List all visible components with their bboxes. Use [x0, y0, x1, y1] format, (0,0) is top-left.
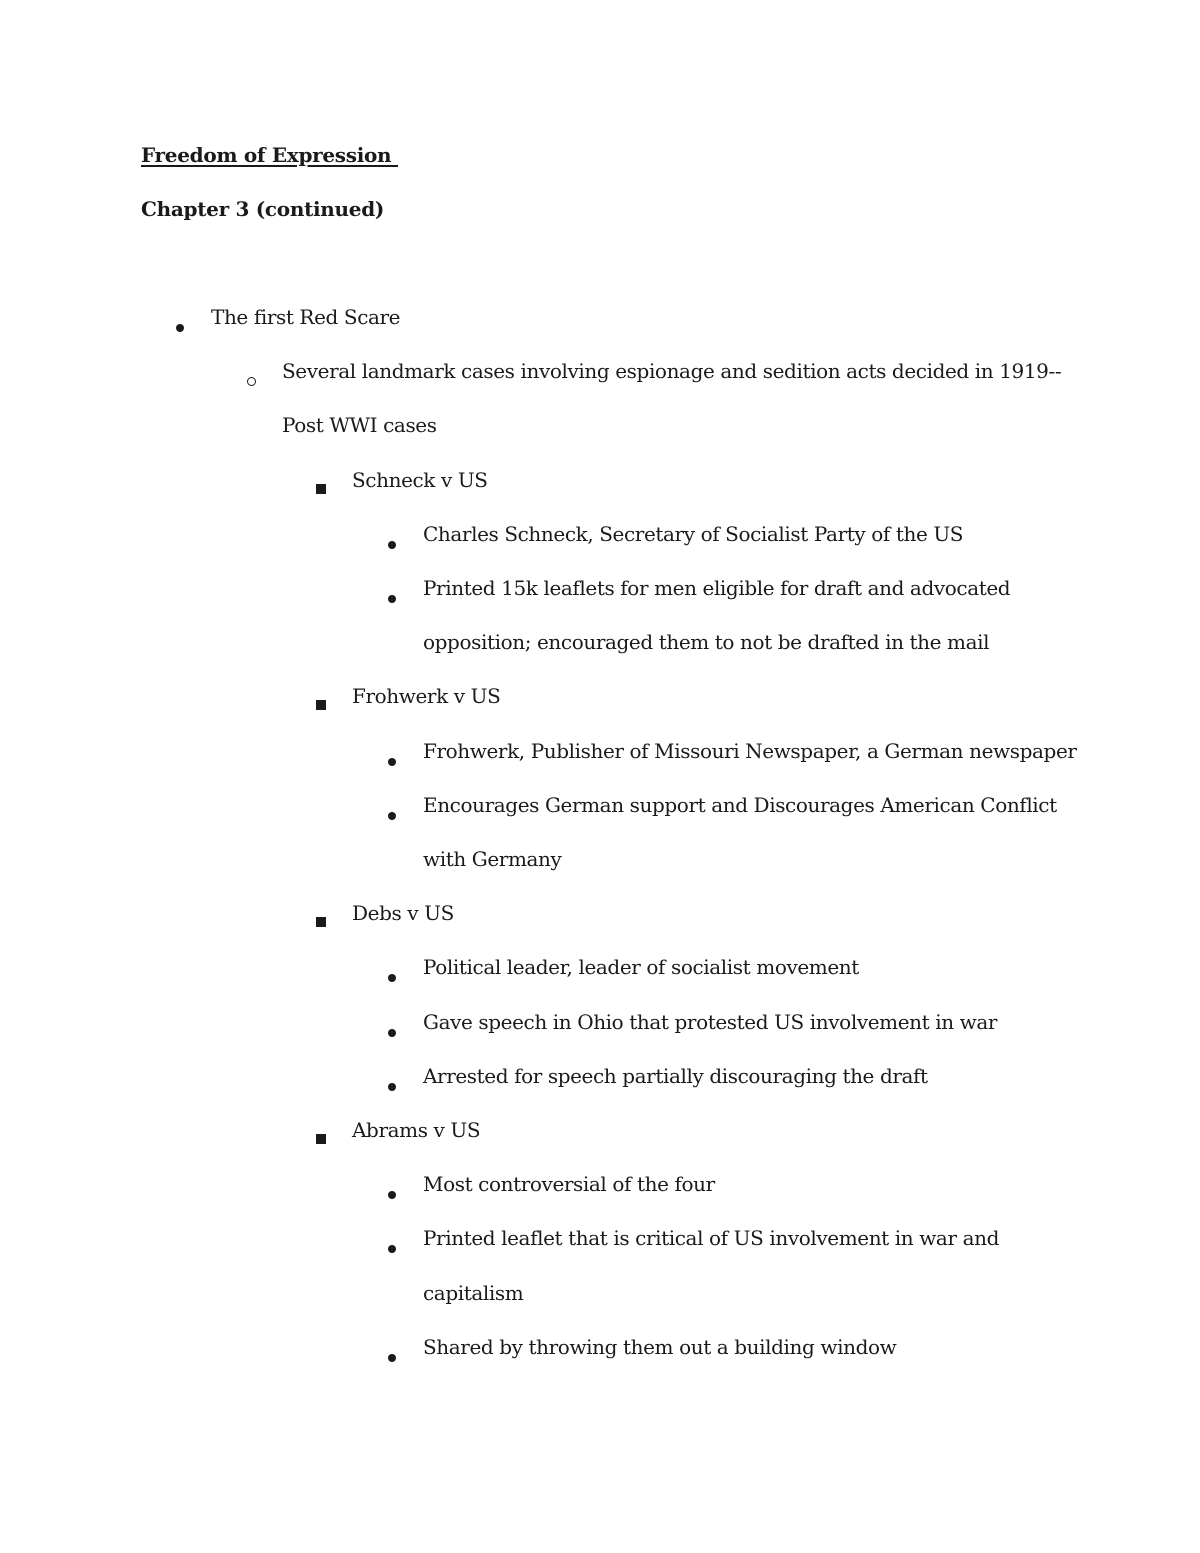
bullet-dot-icon: [384, 530, 400, 554]
bullet-dot-icon: [384, 1234, 400, 1258]
list-item-text: Frohwerk, Publisher of Missouri Newspaper, a German newspaper: [423, 738, 1077, 763]
list-item-text: The first Red Scare: [211, 305, 401, 329]
document-subtitle: Chapter 3 (continued): [141, 197, 385, 221]
bullet-square-icon: [313, 908, 329, 932]
bullet-dot-icon: [384, 963, 400, 987]
bullet-dot-icon: [384, 584, 400, 608]
list-item-text: Several landmark cases involving espionage and sedition acts decided in 1919--: [282, 359, 1062, 384]
bullet-square-icon: [313, 1125, 329, 1149]
bullet-square-icon: [313, 475, 329, 499]
bullet-square-icon: [313, 691, 329, 715]
list-item-text: Post WWI cases: [282, 413, 437, 438]
bullet-dot-icon: [384, 801, 400, 825]
list-item-text: opposition; encouraged them to not be drafted in the mail: [423, 630, 990, 655]
bullet-dot-icon: [384, 1180, 400, 1204]
list-item-text: Abrams v US: [352, 1118, 481, 1142]
list-item-text: Shared by throwing them out a building window: [423, 1334, 897, 1359]
list-item-text: Schneck v US: [352, 467, 488, 492]
list-item-text: Charles Schneck, Secretary of Socialist Party of the US: [423, 521, 964, 546]
list-item-text: Frohwerk v US: [352, 684, 501, 709]
list-item-text: Most controversial of the four: [423, 1172, 715, 1197]
list-item-text: Political leader, leader of socialist movement: [423, 955, 859, 980]
bullet-dot-icon: [384, 747, 400, 771]
bullet-dot-icon: [384, 1343, 400, 1367]
bullet-dot-icon: [172, 313, 188, 337]
document-title: Freedom of Expression: [141, 143, 398, 167]
bullet-dot-icon: [384, 1018, 400, 1042]
list-item-text: capitalism: [423, 1280, 524, 1305]
list-item-text: Encourages German support and Discourages American Conflict: [423, 792, 1057, 817]
bullet-circle-icon: [243, 367, 259, 391]
list-item-text: Printed leaflet that is critical of US involvement in war and: [423, 1226, 999, 1251]
list-item-text: Arrested for speech partially discouraging the draft: [423, 1063, 928, 1088]
list-item-text: Debs v US: [352, 901, 454, 926]
list-item-text: Printed 15k leaflets for men eligible for draft and advocated: [423, 576, 1011, 600]
list-item-text: Gave speech in Ohio that protested US involvement in war: [423, 1009, 998, 1034]
bullet-dot-icon: [384, 1072, 400, 1096]
list-item-text: with Germany: [423, 847, 562, 871]
